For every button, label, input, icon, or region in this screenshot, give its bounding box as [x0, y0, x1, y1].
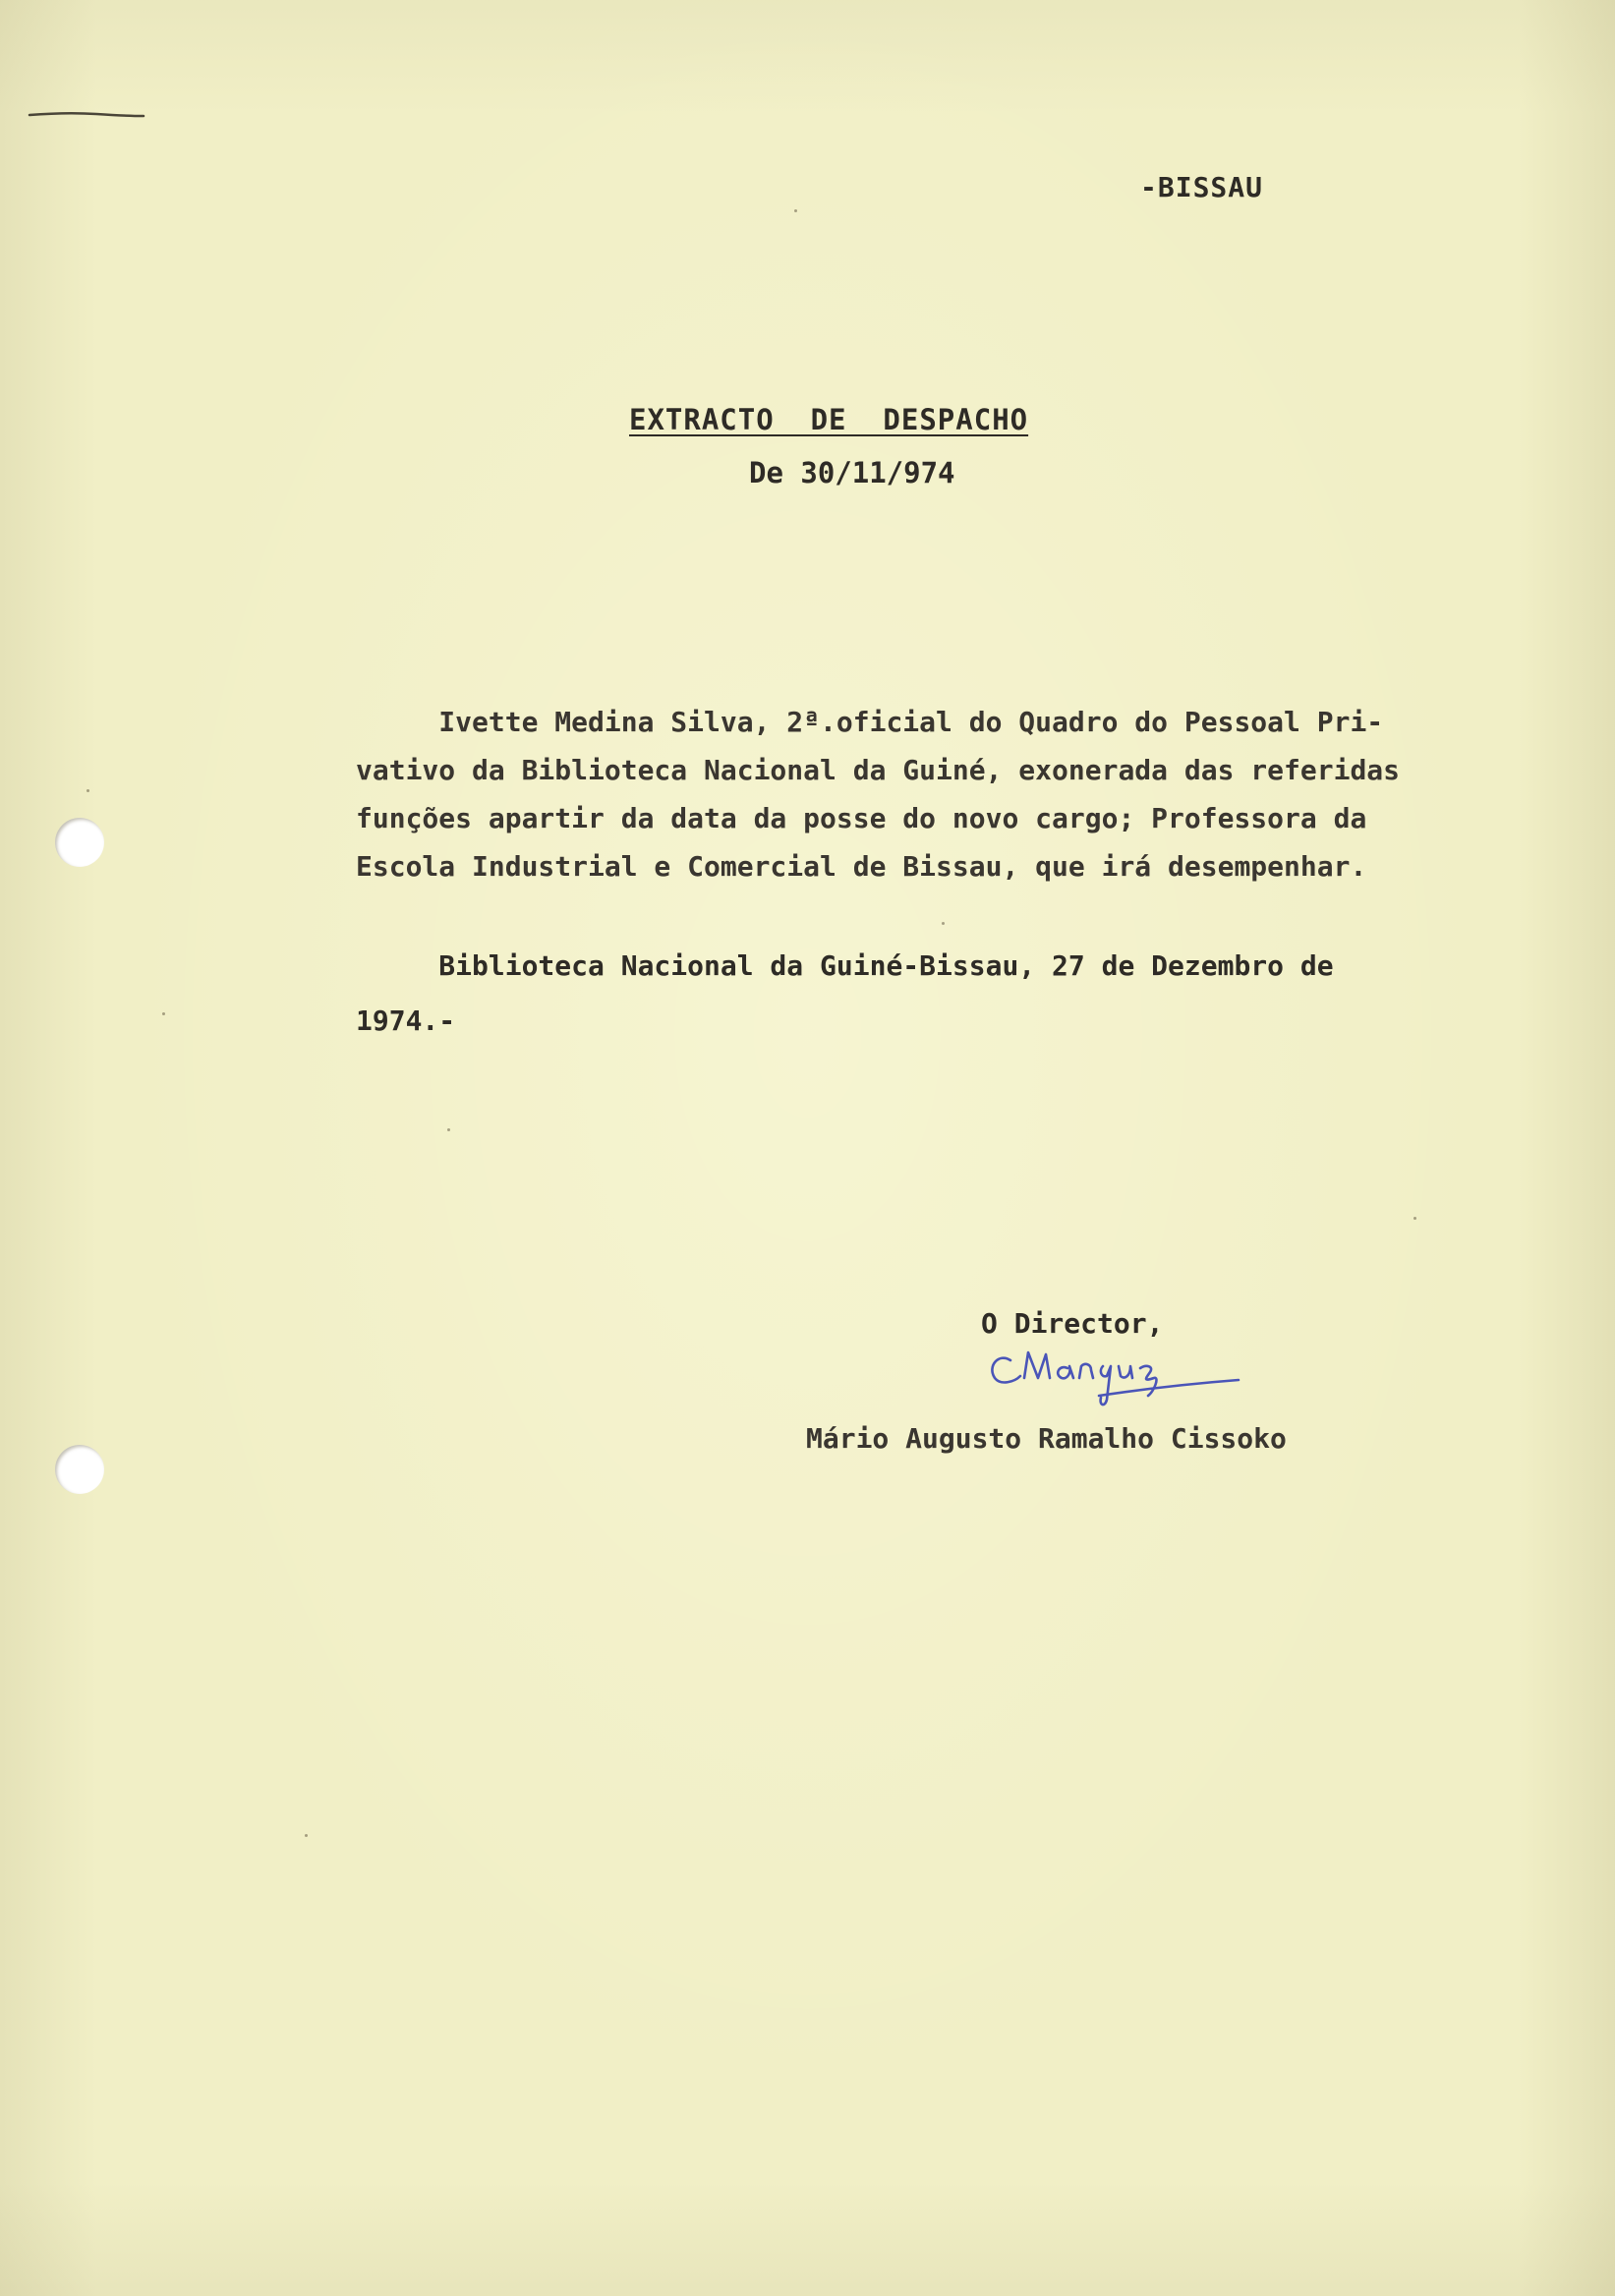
paper-speck [447, 1128, 450, 1131]
punch-hole [55, 818, 104, 867]
place-and-date [356, 939, 1589, 1049]
signatory-role: O Director, [981, 1307, 1164, 1340]
paper-speck [305, 1834, 308, 1837]
paper-speck [87, 789, 89, 792]
document-title: EXTRACTO DE DESPACHO [629, 403, 1029, 436]
dispatch-body [356, 698, 1589, 890]
body-line: Escola Industrial e Comercial de Bissau, que irá desempenhar. [356, 850, 1367, 883]
paper-speck [162, 1012, 165, 1015]
paper-speck [1413, 1217, 1416, 1220]
body-line: vativo da Biblioteca Nacional da Guiné, exonerada das referidas [356, 754, 1401, 786]
body-line: Ivette Medina Silva, 2ª.oficial do Quadro do Pessoal Pri- [356, 706, 1384, 738]
body-line: funções apartir da data da posse do novo cargo; Professora da [356, 802, 1367, 834]
ink-mark [28, 110, 145, 118]
handwritten-signature [981, 1339, 1256, 1417]
closing-line: 1974.- [356, 1004, 456, 1037]
closing-line: Biblioteca Nacional da Guiné-Bissau, 27 de Dezembro de [356, 949, 1334, 982]
dispatch-date: De 30/11/974 [749, 456, 955, 489]
location-header: -BISSAU [1140, 171, 1264, 203]
punch-hole [55, 1445, 104, 1494]
signatory-name: Mário Augusto Ramalho Cissoko [806, 1422, 1287, 1455]
paper-speck [794, 209, 797, 212]
paper-speck [942, 922, 945, 925]
